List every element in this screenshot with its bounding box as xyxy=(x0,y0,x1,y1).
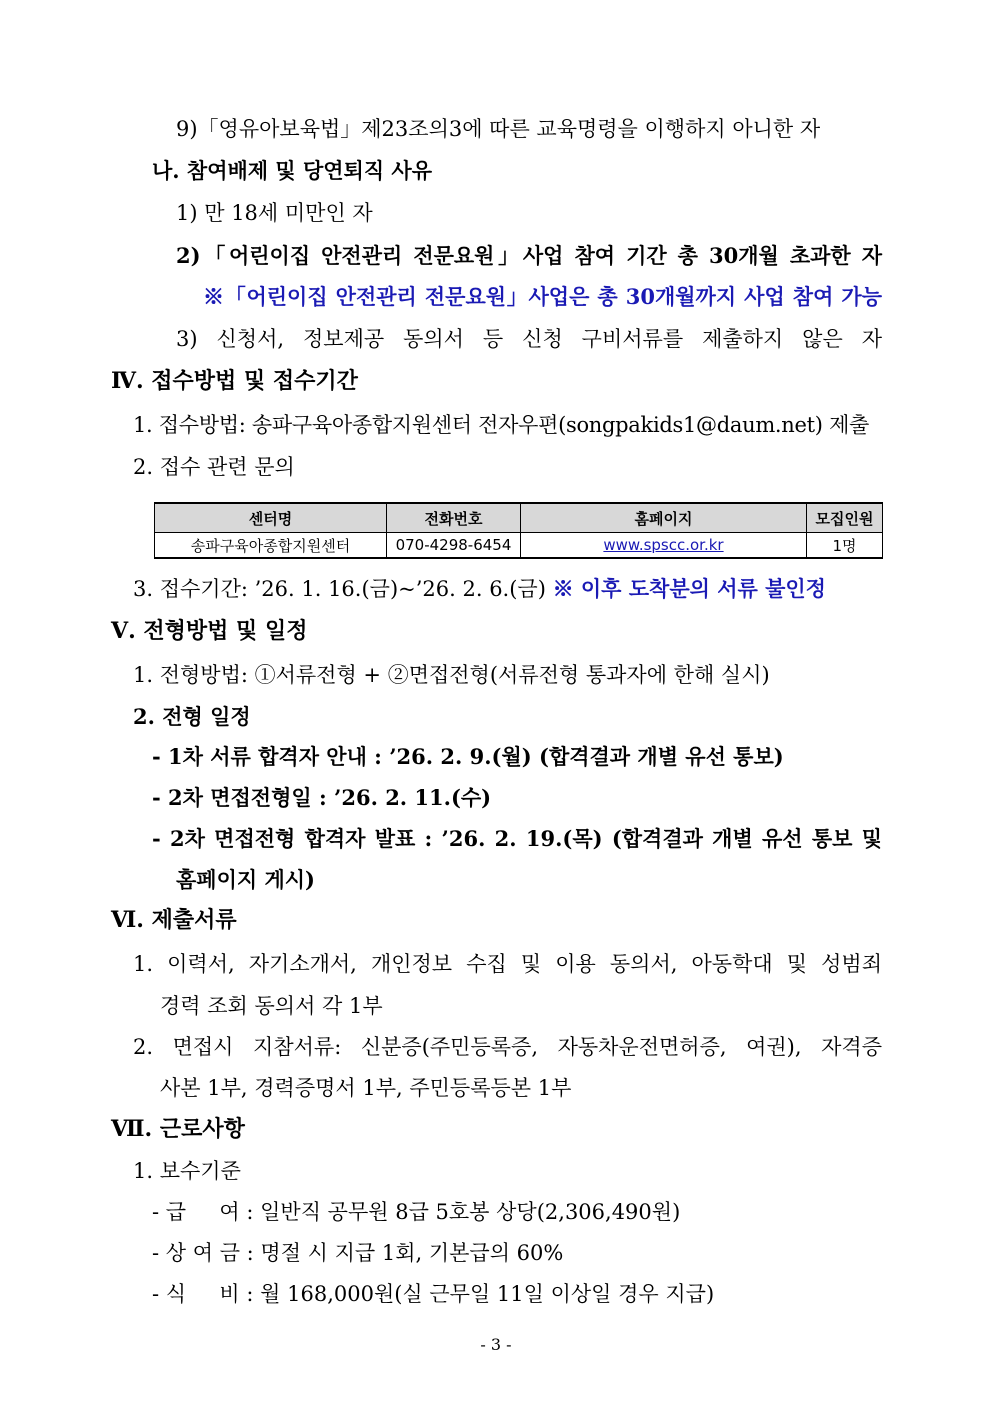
header-phone: 전화번호 xyxy=(387,503,521,533)
contact-table-header-row xyxy=(155,503,883,533)
item-3-missing-documents: 3) 신청서, 정보제공 동의서 등 신청 구비서류를 제출하지 않은 자 xyxy=(176,327,882,351)
cell-phone: 070-4298-6454 xyxy=(387,533,521,559)
schedule-first-round: - 1차 서류 합격자 안내 : ’26. 2. 9.(월) (합격결과 개별 유선 통보) xyxy=(152,744,784,769)
header-recruit-count: 모집인원 xyxy=(807,503,883,533)
documents-item-2-cont: 사본 1부, 경력증명서 1부, 주민등록등본 1부 xyxy=(160,1076,572,1100)
table-row xyxy=(155,533,883,559)
cell-center-name: 송파구육아종합지원센터 xyxy=(155,533,387,559)
documents-item-1-cont: 경력 조회 동의서 각 1부 xyxy=(160,994,383,1018)
screening-method: 1. 전형방법: ①서류전형 + ②면접전형(서류전형 통과자에 한해 실시) xyxy=(133,663,770,687)
documents-item-2: 2. 면접시 지참서류: 신분증(주민등록증, 자동차운전면허증, 여권), 자격증 xyxy=(133,1035,882,1059)
application-inquiry: 2. 접수 관련 문의 xyxy=(133,455,295,479)
section-5-heading: Ⅴ. 전형방법 및 일정 xyxy=(111,618,308,644)
application-period xyxy=(133,575,826,603)
subsection-na-heading: 나. 참여배제 및 당연퇴직 사유 xyxy=(152,158,432,183)
pay-meal-allowance: - 식 비 : 월 168,000원(실 근무일 11일 이상일 경우 지급) xyxy=(152,1282,715,1306)
application-period-dates: 3. 접수기간: ’26. 1. 16.(금)~’26. 2. 6.(금) xyxy=(133,577,553,601)
note-30-months: ※「어린이집 안전관리 전문요원」사업은 총 30개월까지 사업 참여 가능 xyxy=(203,284,882,309)
schedule-interview-date: - 2차 면접전형일 : ’26. 2. 11.(수) xyxy=(152,785,492,810)
item-2-participation-limit: 2)「어린이집 안전관리 전문요원」사업 참여 기간 총 30개월 초과한 자 xyxy=(176,243,882,268)
item-1-under-18: 1) 만 18세 미만인 자 xyxy=(176,201,373,225)
header-center-name: 센터명 xyxy=(155,503,387,533)
application-method: 1. 접수방법: 송파구육아종합지원센터 전자우편(songpakids1@daum.net) 제출 xyxy=(133,413,870,437)
schedule-final-announcement: - 2차 면접전형 합격자 발표 : ’26. 2. 19.(목) (합격결과 개별 유선 통보 및 xyxy=(152,826,882,851)
documents-item-1: 1. 이력서, 자기소개서, 개인정보 수집 및 이용 동의서, 아동학대 및 성범죄 xyxy=(133,952,882,976)
cell-recruit-count: 1명 xyxy=(807,533,883,559)
screening-schedule-heading: 2. 전형 일정 xyxy=(133,704,251,729)
pay-salary: - 급 여 : 일반직 공무원 8급 5호봉 상당(2,306,490원) xyxy=(152,1200,681,1224)
pay-standard-heading: 1. 보수기준 xyxy=(133,1159,241,1183)
item-9-education-order: 9)「영유아보육법」제23조의3에 따른 교육명령을 이행하지 아니한 자 xyxy=(176,117,821,141)
contact-table xyxy=(154,502,883,559)
header-homepage: 홈페이지 xyxy=(521,503,807,533)
page-number: - 3 - xyxy=(480,1335,512,1354)
schedule-final-announcement-cont: 홈페이지 게시) xyxy=(176,867,315,892)
cell-homepage xyxy=(521,533,807,559)
section-4-heading: Ⅳ. 접수방법 및 접수기간 xyxy=(111,368,358,394)
section-7-heading: Ⅶ. 근로사항 xyxy=(111,1116,245,1142)
section-6-heading: Ⅵ. 제출서류 xyxy=(111,907,237,933)
homepage-link[interactable]: www.spscc.or.kr xyxy=(603,536,724,554)
pay-bonus: - 상 여 금 : 명절 시 지급 1회, 기본급의 60% xyxy=(152,1241,564,1265)
late-arrival-note: ※ 이후 도착분의 서류 불인정 xyxy=(552,576,826,601)
